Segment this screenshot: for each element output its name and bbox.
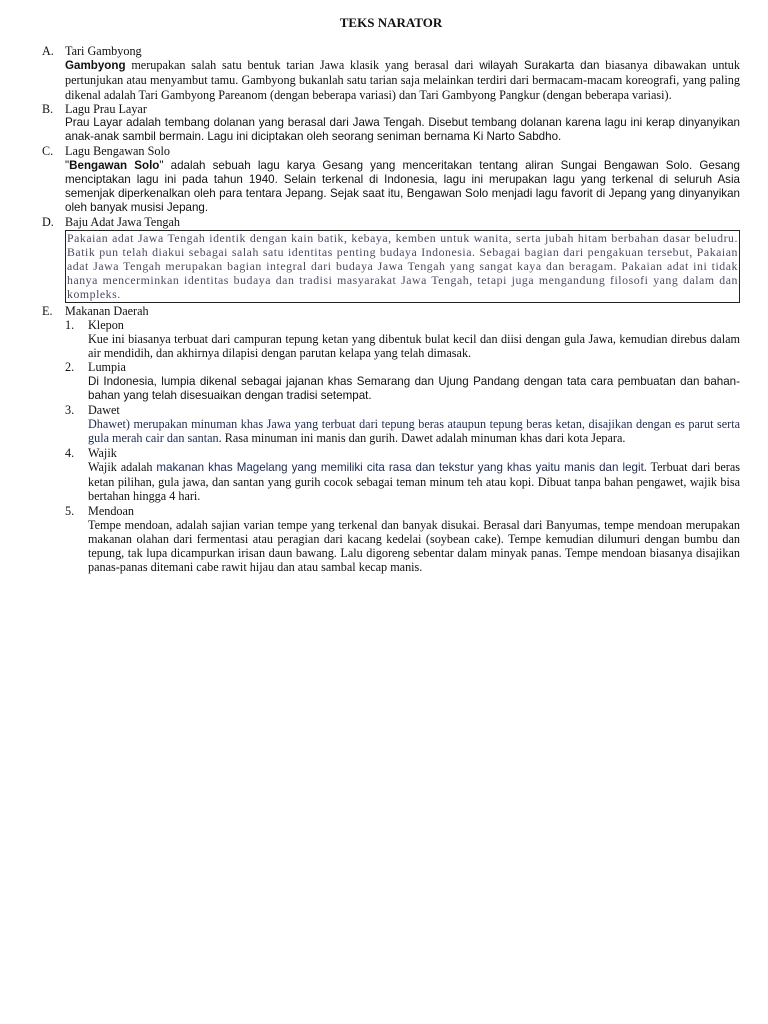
item-name: Dawet xyxy=(88,403,120,418)
quote-mark: " xyxy=(65,158,70,172)
section-c-body xyxy=(65,159,740,216)
document-title: TEKS NARATOR xyxy=(339,15,443,30)
food-item-klepon xyxy=(65,318,740,361)
section-b-body: Prau Layar adalah tembang dolanan yang berasal dari Jawa Tengah. Disebut tembang dolanan karena lagu ini kerap dinyanyikan anak-anak sambil bermain. Lagu ini diciptakan oleh seorang seniman bernama Ki Narto Sabdho. xyxy=(65,116,740,144)
food-item-dawet xyxy=(65,403,740,446)
food-item-mendoan xyxy=(65,504,740,575)
item-number: 5. xyxy=(65,503,75,518)
item-name: Lumpia xyxy=(88,360,126,375)
food-item-heading xyxy=(65,446,740,460)
section-e-heading xyxy=(42,304,740,318)
highlighted-text: makanan khas Magelang yang memiliki cita rasa dan tekstur yang khas yaitu manis dan legit xyxy=(156,460,644,474)
food-list xyxy=(65,318,740,575)
item-body: Kue ini biasanya terbuat dari campuran tepung ketan yang dibentuk bulat kecil dan diisi dengan gula Jawa, kemudian direbus dalam air mendidih, dan akhirnya dilapisi dengan parutan kelapa yang telah dimasak. xyxy=(88,332,740,361)
section-title: Baju Adat Jawa Tengah xyxy=(65,215,181,230)
food-item-wajik xyxy=(65,446,740,504)
section-a-heading xyxy=(42,44,740,58)
item-number: 1. xyxy=(65,317,75,332)
section-title: Tari Gambyong xyxy=(65,44,142,58)
section-c-heading xyxy=(42,144,740,158)
body-text: . Rasa minuman ini manis dan gurih. Dawet adalah minuman khas dari kota Jepara. xyxy=(218,431,626,446)
section-c xyxy=(42,144,740,215)
document-page xyxy=(42,14,740,575)
body-text-sans: wilayah Surakarta dan xyxy=(479,59,600,73)
section-d xyxy=(42,215,740,302)
section-b-heading xyxy=(42,102,740,116)
item-name: Klepon xyxy=(88,317,124,332)
body-text: . Terbuat dari beras ketan pilihan, gula jawa, dan santan yang gurih cocok sebagai teman minum teh atau kopi. Dibuat tanpa bahan pengawet, wajik bisa bertahan hingga 4 hari. xyxy=(88,459,740,504)
food-item-heading xyxy=(65,318,740,332)
section-title: Lagu Bengawan Solo xyxy=(65,144,170,159)
item-number: 3. xyxy=(65,403,75,418)
section-b xyxy=(42,102,740,145)
body-text: biasanya dibawakan untuk pertunjukan atau menyambut tamu. Gambyong bukanlah satu tarian saja melainkan terdiri dari bermacam-macam koreografi, yang paling dikenal adalah Tari Gambyong Pareanom (dengan beberapa variasi) dan Tari Gambyong Pangkur (dengan beberapa variasi). xyxy=(65,58,740,102)
food-item-heading xyxy=(65,504,740,518)
section-d-heading xyxy=(42,215,740,229)
highlighted-text: Dhawet) merupakan minuman khas Jawa yang terbuat dari tepung beras ataupun tepung beras ketan, disajikan dengan es parut serta gula merah cair dan santan xyxy=(88,417,740,446)
section-letter: E. xyxy=(42,303,53,318)
item-body xyxy=(88,417,740,445)
item-name: Mendoan xyxy=(88,503,135,518)
section-a-body xyxy=(65,58,740,102)
item-number: 2. xyxy=(65,360,75,375)
section-letter: A. xyxy=(42,44,54,58)
section-letter: B. xyxy=(42,101,54,116)
section-a xyxy=(42,44,740,102)
section-title: Makanan Daerah xyxy=(65,303,149,318)
bold-term: Bengawan Solo xyxy=(69,158,160,172)
body-text: merupakan salah satu bentuk tarian Jawa klasik yang berasal dari xyxy=(125,58,480,73)
item-body: Tempe mendoan, adalah sajian varian tempe yang terkenal dan banyak disukai. Berasal dari Banyumas, tempe mendoan merupakan makanan olahan dari fermentasi atau peragian dari kacang kedelai (soybean cake). Tempe kemudian dilumuri dengan bumbu dan tepung, tak lupa dicampurkan irisan daun bawang. Lalu digoreng sebentar dalam minyak panas. Tempe mendoan biasanya disajikan panas-panas ditemani cabe rawit hijau dan atau sambal kecap manis. xyxy=(88,517,740,575)
food-item-heading xyxy=(65,403,740,417)
section-d-boxed-body: Pakaian adat Jawa Tengah identik dengan kain batik, kebaya, kemben untuk wanita, serta jubah hitam berbahan dasar beludru. Batik pun telah diakui sebagai salah satu identitas penting budaya Indonesia. Sebagai bagian dari pengakuan tersebut, Pakaian adat Jawa Tengah merupakan bagian integral dari budaya Jawa Tengah yang sangat kaya dan beragam. Pakaian adat ini tidak hanya mencerminkan identitas budaya dan tradisi masyarakat Jawa Tengah, tetapi juga mengandung filosofi yang dalam dan kompleks. xyxy=(67,230,738,302)
food-item-heading xyxy=(65,360,740,374)
section-e xyxy=(42,304,740,575)
section-letter: D. xyxy=(42,215,54,230)
food-item-lumpia xyxy=(65,360,740,403)
item-name: Wajik xyxy=(88,445,117,460)
body-text: Wajik adalah xyxy=(88,459,157,474)
body-text: " adalah sebuah lagu karya Gesang yang menceritakan tentang aliran Sungai Bengawan Solo. Gesang menciptakan lagu ini pada tahun 1940. Selain terkenal di Indonesia, lagu ini merupakan lagu yang terkenal di seluruh Asia semenjak diperkenalkan oleh para tentara Jepang. Sejak saat itu, Bengawan Solo menjadi lagu favorit di Jepang yang dinyanyikan oleh banyak musisi Jepang. xyxy=(65,158,740,215)
item-body: Di Indonesia, lumpia dikenal sebagai jajanan khas Semarang dan Ujung Pandang dengan tata cara pembuatan dan bahan-bahan yang telah disesuaikan dengan tradisi setempat. xyxy=(88,374,740,402)
item-number: 4. xyxy=(65,445,75,460)
bold-term: Gambyong xyxy=(65,59,126,73)
section-letter: C. xyxy=(42,144,54,159)
item-body xyxy=(88,460,740,504)
section-title: Lagu Prau Layar xyxy=(65,101,147,116)
